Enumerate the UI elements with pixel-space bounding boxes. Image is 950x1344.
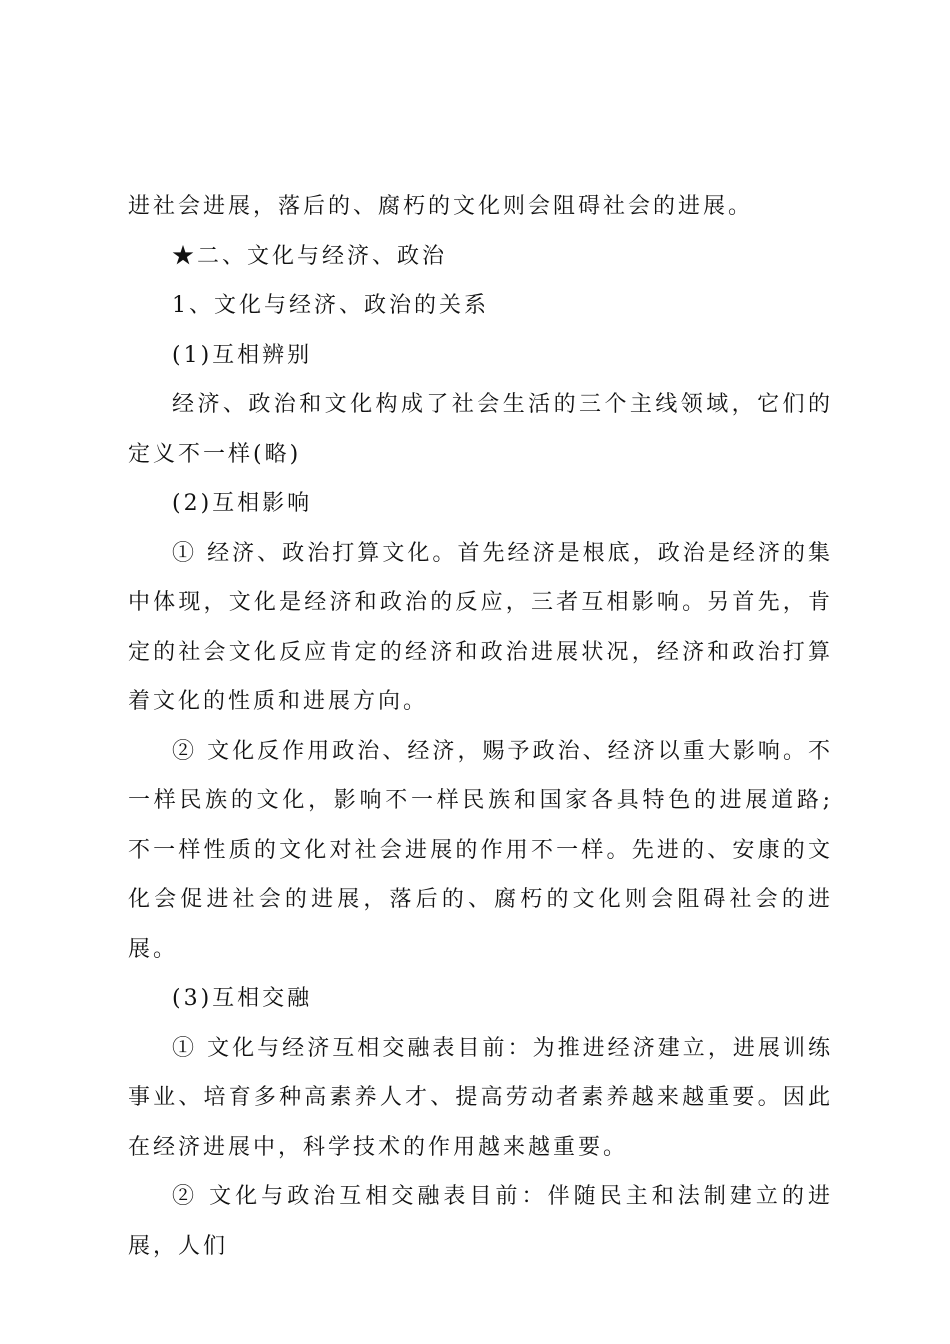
paragraph: 经济、政治和文化构成了社会生活的三个主线领域，它们的定义不一样(略) bbox=[128, 392, 833, 467]
subsection-heading: 1、文化与经济、政治的关系 bbox=[172, 293, 489, 318]
paragraph: ② 文化与政治互相交融表目前：伴随民主和法制建立的进展，人们 bbox=[128, 1184, 833, 1259]
paragraph: ① 文化与经济互相交融表目前：为推进经济建立，进展训练事业、培育多种高素养人才、提高劳动者素养越来越重要。因此在经济进展中，科学技术的作用越来越重要。 bbox=[128, 1035, 833, 1160]
document-body bbox=[128, 182, 833, 1271]
point-heading: (2)互相影响 bbox=[172, 491, 313, 516]
point-heading: (3)互相交融 bbox=[172, 986, 313, 1011]
paragraph-continuation: 进社会进展，落后的、腐朽的文化则会阻碍社会的进展。 bbox=[128, 194, 754, 219]
paragraph: ① 经济、政治打算文化。首先经济是根底，政治是经济的集中体现，文化是经济和政治的反应，三者互相影响。另首先，肯定的社会文化反应肯定的经济和政治进展状况，经济和政治打算着文化的性质和进展方向。 bbox=[128, 540, 833, 714]
point-heading: (1)互相辨别 bbox=[172, 342, 313, 368]
paragraph: ② 文化反作用政治、经济，赐予政治、经济以重大影响。不一样民族的文化，影响不一样民族和国家各具特色的进展道路;不一样性质的文化对社会进展的作用不一样。先进的、安康的文化会促进社会的进展，落后的、腐朽的文化则会阻碍社会的进展。 bbox=[128, 738, 833, 962]
section-heading: ★二、文化与经济、政治 bbox=[172, 243, 448, 269]
